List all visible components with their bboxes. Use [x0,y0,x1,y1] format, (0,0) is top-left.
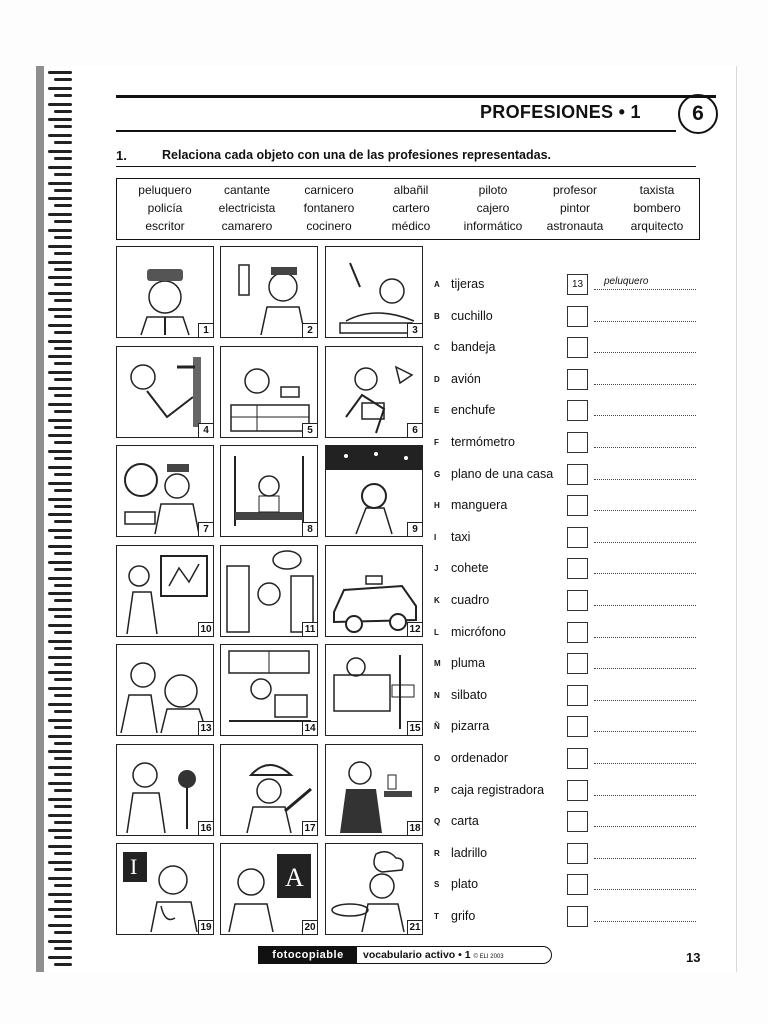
spiral-ring [46,876,76,890]
picture-number: 4 [198,423,213,437]
answer-line[interactable] [594,479,696,480]
answer-line[interactable] [594,384,696,385]
profession-illustration [325,545,423,637]
spiral-ring [46,291,76,305]
profession-illustration [116,346,214,438]
spiral-ring [46,196,76,210]
answer-line[interactable] [594,321,696,322]
answer-line[interactable] [594,858,696,859]
answer-line[interactable] [594,700,696,701]
answer-number-box[interactable] [567,653,588,674]
spiral-ring [46,576,76,590]
spiral-ring [46,718,76,732]
item-word: ladrillo [451,845,488,860]
word-bank-item: peluquero [138,183,192,197]
answer-number-box[interactable] [567,432,588,453]
spiral-ring [46,734,76,748]
item-letter: A [434,280,440,289]
word-bank-item: cajero [476,201,510,215]
picture-number: 18 [407,821,422,835]
item-word: plato [451,877,479,892]
answer-number-box[interactable] [567,748,588,769]
picture-number: 3 [407,323,422,337]
answer-line[interactable] [594,637,696,638]
svg-text:A: A [285,863,304,892]
word-bank-item: arquitecto [630,219,684,233]
answer-number-box[interactable] [567,464,588,485]
profession-illustration [220,744,318,836]
spiral-ring [46,828,76,842]
picture-number: 11 [302,622,317,636]
item-word: bandeja [451,340,496,355]
answer-number-box[interactable] [567,906,588,927]
spiral-ring [46,623,76,637]
profession-illustration [220,346,318,438]
picture-number: 14 [302,721,317,735]
answer-number-box[interactable] [567,306,588,327]
answer-line[interactable] [594,889,696,890]
profession-illustration [116,744,214,836]
profession-illustration [220,644,318,736]
answer-line[interactable] [594,605,696,606]
spiral-ring [46,892,76,906]
matching-item [434,686,696,706]
spiral-ring [46,165,76,179]
spiral-ring [46,923,76,937]
spiral-ring [46,655,76,669]
answer-number-box[interactable] [567,558,588,579]
spiral-ring [46,102,76,116]
picture-number: 5 [302,423,317,437]
spiral-ring [46,449,76,463]
spiral-ring [46,181,76,195]
answer-number-box[interactable] [567,716,588,737]
profession-illustration [325,843,423,935]
matching-item [434,591,696,611]
matching-item [434,465,696,485]
item-letter: L [434,627,439,637]
svg-text:I: I [130,854,138,879]
spiral-ring [46,749,76,763]
profession-illustration [325,246,423,338]
answer-number-box[interactable] [567,590,588,611]
spiral-ring [46,133,76,147]
word-bank-item: cantante [223,183,271,197]
answer-number-box[interactable] [567,527,588,548]
unit-number-badge: 6 [678,94,718,134]
answer-line[interactable] [594,542,696,543]
profession-illustration [325,346,423,438]
matching-item [434,623,696,643]
profession-illustration [220,843,318,935]
spiral-ring [46,260,76,274]
picture-number: 15 [407,721,422,735]
item-letter: I [434,532,437,542]
item-word: enchufe [451,403,496,418]
word-bank [116,178,700,240]
spiral-ring [46,860,76,874]
word-bank-item: camarero [221,219,273,233]
page-number: 13 [686,950,701,965]
picture-number: 17 [302,821,317,835]
spiral-ring [46,212,76,226]
item-letter: H [434,501,440,511]
profession-illustration [325,445,423,537]
word-bank-item: cartero [392,201,430,215]
spiral-ring [46,149,76,163]
picture-number: 16 [198,821,213,835]
spiral-ring [46,813,76,827]
answer-line[interactable] [594,510,696,511]
item-letter: F [434,438,439,447]
spiral-ring [46,465,76,479]
spiral-ring [46,117,76,131]
answer-number-box[interactable] [567,780,588,801]
picture-number: 7 [198,522,213,536]
profession-illustration [325,644,423,736]
spiral-ring [46,418,76,432]
item-letter: D [434,374,440,384]
matching-item [434,401,696,421]
item-word: tijeras [451,277,485,291]
item-letter: N [434,690,440,700]
answer-number-box[interactable] [567,811,588,832]
item-word: plano de una casa [451,466,554,481]
page-edge-shadow [36,66,44,972]
spiral-ring [46,70,76,84]
item-word: pizarra [451,719,490,734]
answer-number-box[interactable] [567,337,588,358]
item-letter: J [434,564,439,574]
footer-book-title [363,947,504,965]
matching-item [434,559,696,579]
picture-number: 20 [302,920,317,934]
profession-illustration [220,545,318,637]
profession-illustration [116,644,214,736]
spiral-ring [46,86,76,100]
spiral-ring [46,781,76,795]
spiral-ring [46,544,76,558]
item-word: cuchillo [451,308,493,323]
spiral-ring [46,639,76,653]
spiral-ring [46,244,76,258]
answer-line[interactable] [594,795,696,796]
answer-number-box[interactable] [567,685,588,706]
spiral-ring [46,686,76,700]
word-bank-item: cocinero [306,219,352,233]
spiral-ring [46,512,76,526]
item-letter: B [434,311,440,321]
header-rule [116,95,716,98]
word-bank-item: bombero [633,201,681,215]
answer-number-box[interactable] [567,874,588,895]
footer-banner [258,946,552,964]
spiral-ring [46,939,76,953]
item-word: termómetro [451,435,515,449]
answer-line[interactable] [594,731,696,732]
footer-photocopiable-tag: fotocopiable [259,947,357,963]
picture-number: 8 [302,522,317,536]
item-word: pluma [451,656,486,671]
spiral-ring [46,765,76,779]
profession-illustration [116,445,214,537]
matching-item [434,528,696,548]
spiral-ring [46,591,76,605]
header-subrule [116,130,676,132]
spiral-ring [46,323,76,337]
matching-item [434,907,696,927]
answer-number-box[interactable] [567,622,588,643]
word-bank-item: pintor [559,201,591,215]
item-letter: Ñ [434,722,440,732]
matching-item [434,875,696,895]
spiral-ring [46,481,76,495]
answer-number-box[interactable]: 13 [567,274,588,295]
item-letter: G [434,469,441,479]
item-word: avión [451,371,481,386]
word-bank-item: albañil [393,183,429,197]
matching-item [434,433,696,453]
picture-number: 19 [198,920,213,934]
picture-number: 6 [407,423,422,437]
item-letter: E [434,406,440,416]
picture-number: 13 [198,721,213,735]
item-word: ordenador [451,751,508,765]
answer-line[interactable] [594,763,696,764]
word-bank-item: fontanero [303,201,355,215]
item-word: silbato [451,687,488,702]
item-word: micrófono [451,624,506,639]
item-word: caja registradora [451,782,545,797]
word-bank-item: taxista [639,183,675,197]
matching-item [434,749,696,769]
matching-item [434,844,696,864]
answer-line[interactable] [594,573,696,574]
spiral-ring [46,370,76,384]
item-letter: M [434,659,441,669]
item-word: manguera [451,498,508,513]
item-letter: P [434,785,440,795]
spiral-ring [46,955,76,969]
answer-text[interactable]: peluquero [604,276,649,287]
answer-number-box[interactable] [567,495,588,516]
word-bank-item: médico [391,219,431,233]
profession-illustration [116,246,214,338]
page-title: PROFESIONES • 1 [480,102,641,122]
spiral-ring [46,228,76,242]
matching-item [434,812,696,832]
item-letter: K [434,596,440,605]
word-bank-item: escritor [145,219,185,233]
matching-item [434,717,696,737]
profession-illustration [220,246,318,338]
item-word: grifo [451,909,476,923]
picture-number: 12 [407,622,422,636]
item-letter: R [434,848,440,858]
matching-item [434,307,696,327]
footer-text: vocabulario activo • 1 [363,949,471,961]
picture-number: 21 [407,920,422,934]
answer-number-box[interactable] [567,843,588,864]
picture-number: 10 [198,622,213,636]
item-letter: O [434,754,441,763]
spiral-ring [46,607,76,621]
picture-number: 2 [302,323,317,337]
footer-copyright: © ELI 2003 [473,954,504,960]
matching-item [434,275,696,295]
answer-line[interactable] [594,921,696,922]
item-letter: C [434,343,440,353]
profession-illustration [220,445,318,537]
picture-number: 9 [407,522,422,536]
word-bank-item: policía [147,201,183,215]
exercise-rule [116,166,696,167]
spiral-ring [46,386,76,400]
matching-item [434,496,696,516]
item-word: cohete [451,561,489,576]
matching-item [434,338,696,358]
spiral-ring [46,307,76,321]
spiral-binding [46,70,80,970]
spiral-ring [46,702,76,716]
answer-line[interactable] [594,352,696,353]
exercise-number: 1. [116,148,127,163]
spiral-ring [46,528,76,542]
answer-number-box[interactable] [567,369,588,390]
answer-number-box[interactable] [567,400,588,421]
spiral-ring [46,560,76,574]
exercise-instruction: Relaciona cada objeto con una de las profesiones representadas. [162,148,552,162]
matching-item [434,781,696,801]
word-bank-item: profesor [552,183,598,197]
answer-line[interactable] [594,415,696,416]
matching-item [434,370,696,390]
word-bank-item: astronauta [546,219,604,233]
profession-illustration [116,545,214,637]
item-word: carta [451,814,479,829]
spiral-ring [46,402,76,416]
answer-line[interactable] [594,447,696,448]
word-bank-item: informático [463,219,523,233]
item-letter: Q [434,817,441,827]
spiral-ring [46,844,76,858]
spiral-ring [46,907,76,921]
spiral-ring [46,497,76,511]
item-letter: T [434,912,439,921]
answer-line[interactable] [594,826,696,827]
picture-number: 1 [198,323,213,337]
item-word: cuadro [451,593,490,607]
word-bank-item: electricista [218,201,276,215]
answer-line[interactable] [594,668,696,669]
spiral-ring [46,354,76,368]
profession-illustration [116,843,214,935]
answer-line[interactable] [594,289,696,290]
spiral-ring [46,433,76,447]
word-bank-item: piloto [478,183,508,197]
item-letter: S [434,880,440,890]
spiral-ring [46,275,76,289]
word-bank-item: carnicero [304,183,354,197]
matching-item [434,654,696,674]
profession-illustration [325,744,423,836]
item-word: taxi [451,529,471,544]
spiral-ring [46,797,76,811]
spiral-ring [46,339,76,353]
spiral-ring [46,670,76,684]
